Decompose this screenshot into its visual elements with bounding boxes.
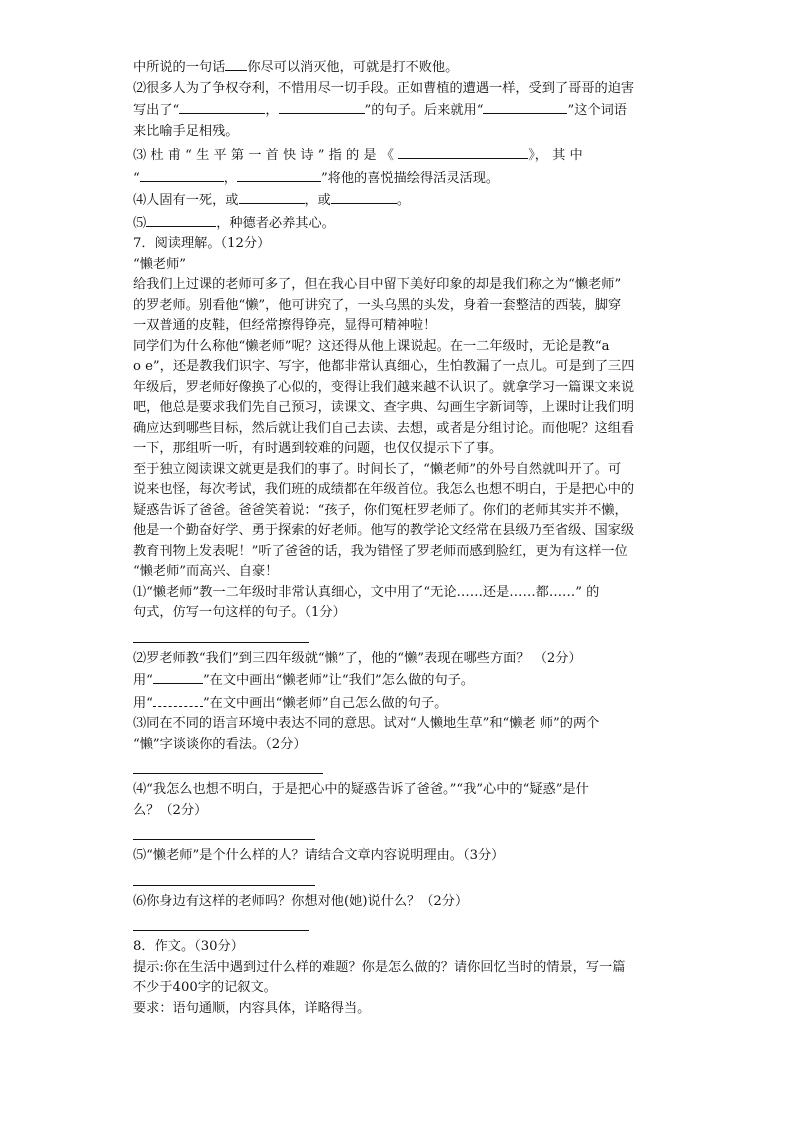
q6-line-5 [133,144,663,167]
passage-line: 教育刊物上发表呢！”听了爸爸的话，我为错怪了罗老师而感到脸红，更为有这样一位 [133,543,628,559]
answer-line[interactable] [133,763,323,774]
fill-blank[interactable] [398,144,528,159]
q6-line-8 [133,212,663,235]
q6-line-1 [133,56,663,79]
exam-page [133,56,663,1019]
passage-line: 一下，那组听一听，有时遇到较难的问题，也仅仅提示下了事。 [133,441,503,456]
q7-text: 用“ [133,673,153,688]
q6-text: ”这个词语 [567,103,627,118]
passage-line: 吧，他总是要求我们先自己预习，读课文、查字典、勾画生字新词等，上课时让我们明 [133,400,635,415]
subquestion-3-cont: “懒”字谈谈你的看法。（2分） [133,736,307,752]
q6-text: 你尽可以消灭他，可就是打不败他。 [247,60,459,75]
subquestion-4-cont: 么？（2分） [133,802,208,818]
subquestion-4: ⑷“我怎么也想不明白，于是把心中的疑惑告诉了爸爸。”“我”心中的“疑惑”是什 [133,782,589,797]
passage-line: 说来也怪，每次考试，我们班的成绩都在年级首位。我怎么也想不明白，于是把心中的 [133,482,635,497]
passage-line: 给我们上过课的老师可多了，但在我心目中留下美好印象的却是我们称之为“懒老师” [133,277,622,292]
q6-text: 写出了“ [133,103,180,118]
q6-text: ， [223,170,237,186]
q6-text: “ [133,170,140,186]
subquestion-2: ⑵罗老师教“我们”到三四年级就“懒”了，他的“懒”表现在哪些方面？ （2分） [133,650,582,666]
subquestion-1-cont: 句式，仿写一句这样的句子。（1分） [133,605,346,620]
passage-line: 一双普通的皮鞋，但经常擦得铮亮，显得可精神啦！ [133,318,437,333]
passage-title: “懒老师” [133,256,187,272]
passage-line: 的罗老师。别看他“懒”，他可讲究了，一头乌黑的头发，身着一套整洁的西装，脚穿 [133,297,622,313]
q8-prompt-cont: 不少于400字的记叙文。 [133,980,277,995]
q6-line-3 [133,99,663,122]
q7-heading: 7．阅读理解。（12分） [133,236,271,251]
passage-line: 同学们为什么称他“懒老师”呢？这还得从他上课说起。在一二年级时，无论是教“a [133,338,610,354]
fill-blank[interactable] [225,56,247,71]
q6-text: 。 [396,193,411,208]
q8-prompt: 提示:你在生活中遇到过什么样的难题？你是怎么做的？请你回忆当时的情景，写一篇 [133,959,626,975]
subquestion-6: ⑹你身边有这样的老师吗？你想对他(她)说什么？（2分） [133,893,469,909]
q6-text: ”的句子。后来就用“ [364,103,484,118]
q6-text: ⑸ [133,215,147,231]
passage-line: 他是一个勤奋好学、勇于探索的好老师。他写的教学论文经常在县级乃至省级、国家级 [133,523,635,538]
q7-text: 用“ [133,695,153,711]
answer-line[interactable] [133,829,315,840]
answer-line[interactable] [133,632,309,643]
q6-text: ⑶ 杜 甫 “ 生 平 第 一 首 快 诗 ” 指 的 是 《 [133,148,394,163]
q6-line-4: 来比喻手足相残。 [133,123,239,139]
subquestion-1: ⑴“懒老师”教一二年级时非常认真细心，文中用了“无论……还是……都……” 的 [133,584,600,600]
q6-text: ， [265,103,279,118]
passage-line: “懒老师”而高兴、自豪！ [133,564,279,579]
passage-line: 年级后，罗老师好像换了心似的，变得让我们越来越不认识了。就拿学习一篇课文来说 [133,379,635,395]
fill-blank[interactable] [331,189,397,204]
subquestion-5: ⑸“懒老师”是个什么样的人？请结合文章内容说明理由。（3分） [133,848,505,863]
passage-line: 疑惑告诉了爸爸。爸爸笑着说：“孩子，你们冤枉罗老师了。你们的老师其实并不懒， [133,502,628,518]
passage-line: 确应达到哪些目标，然后就让我们自己去读、去想，或者是分组讨论。而他呢？这组看 [133,420,635,436]
q6-line-7 [133,189,663,212]
answer-line[interactable] [133,875,315,886]
passage-paragraph-3 [133,460,663,583]
q6-text: 》， 其 中 [528,148,583,163]
q6-text: ⑷人固有一死，或 [133,193,239,208]
q6-line-2: ⑵很多人为了争权夺利，不惜用尽一切手段。正如曹植的遭遇一样，受到了哥哥的迫害 [133,80,635,96]
passage-paragraph-1 [133,275,663,337]
q7-text: ”在文中画出“懒老师”自己怎么做的句子。 [202,695,448,711]
fill-blank[interactable] [237,167,321,182]
fill-blank[interactable] [153,669,203,684]
fill-blank[interactable] [239,189,305,204]
fill-blank[interactable] [483,99,567,114]
fill-blank[interactable] [279,99,365,114]
q6-text: ，种德者必养其心。 [216,215,335,231]
fill-blank[interactable] [146,212,216,227]
fill-blank[interactable] [179,99,265,114]
passage-line: o e”，还是教我们识字、写字，他都非常认真细心，生怕教漏了一点儿。可是到了三四 [133,359,635,374]
fill-blank[interactable] [140,167,224,182]
passage-paragraph-2 [133,337,663,460]
q8-heading: 8．作文。（30分） [133,939,244,954]
subquestion-3: ⑶同在不同的语言环境中表达不同的意思。试对“人懒地生草”和“懒老 师”的两个 [133,716,600,731]
q6-text: ”将他的喜悦描绘得活灵活现。 [320,170,500,186]
q6-text: ，或 [304,193,331,208]
q8-requirement: 要求：语句通顺，内容具体，详略得当。 [133,1000,371,1016]
answer-line[interactable] [133,920,309,931]
fill-blank[interactable] [153,692,203,707]
q7-text: ”在文中画出“懒老师”让“我们”怎么做的句子。 [202,673,475,688]
q6-text: 中所说的一句话 [133,60,226,75]
subquestion-2a [133,669,663,692]
passage-line: 至于独立阅读课文就更是我们的事了。时间长了，“懒老师”的外号自然就叫开了。可 [133,461,622,477]
q6-line-6 [133,167,663,190]
subquestion-2b [133,692,663,715]
